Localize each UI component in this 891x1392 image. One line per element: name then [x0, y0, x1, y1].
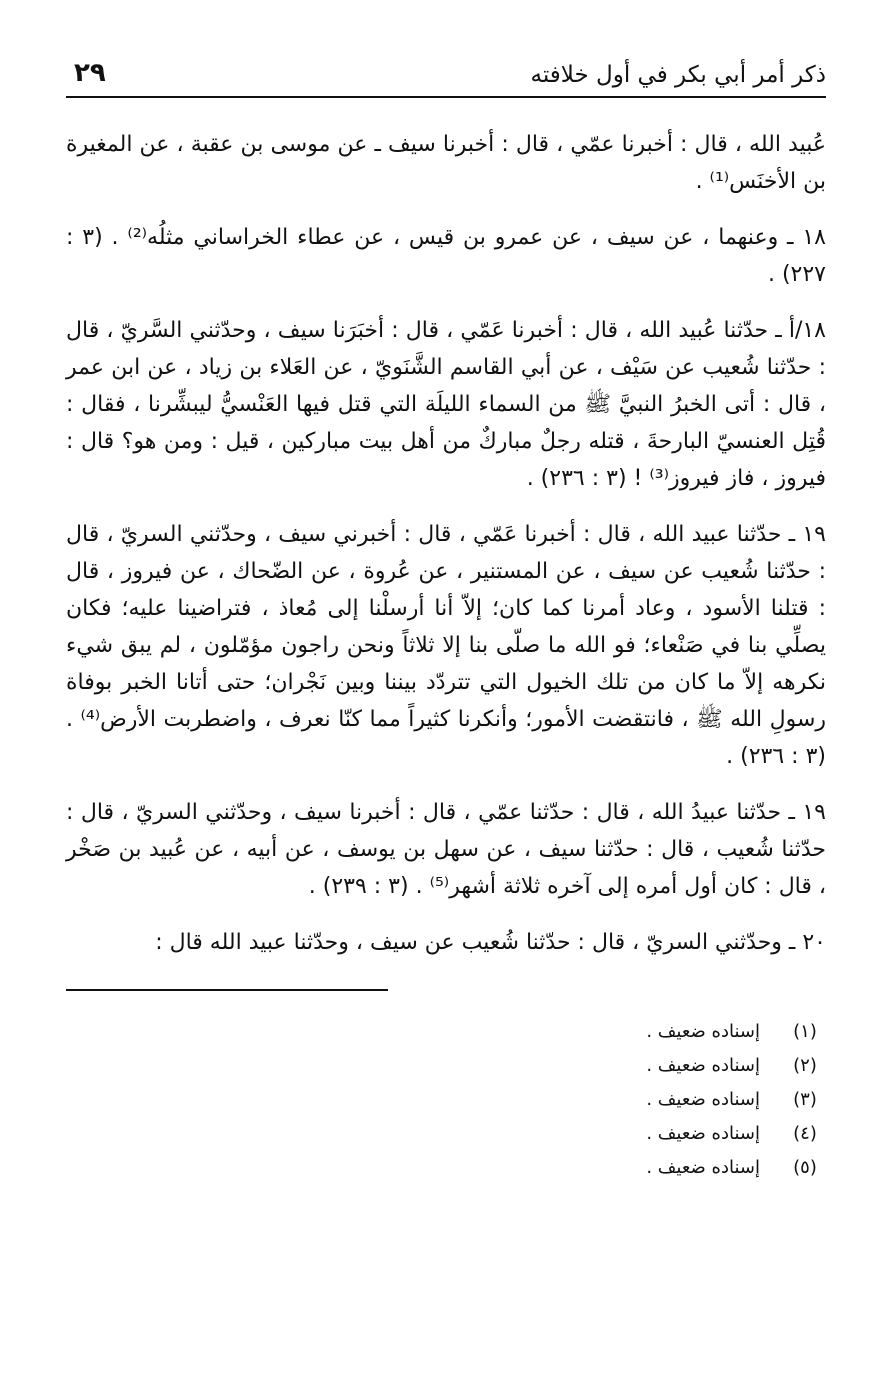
paragraph: ١٩ ـ حدّثنا عبيدُ الله ، قال : حدّثنا عمّي ، قال : أخبرنا سيف ، وحدّثني السريّ ، قال : حدّثنا شُعيب ، قال : حدّثنا سيف ، عن سهل بن يوسف ، عن أبيه ، عن عُبيد بن صَخْر ، قال : كان أول أمره إلى آخره ثلاثة أشهر⁽⁵⁾ . (٣ : ٢٣٩) .	[66, 800, 826, 899]
footnote-text: إسناده ضعيف .	[646, 1089, 760, 1110]
footnote	[66, 1151, 826, 1185]
paragraph: ١٩ ـ حدّثنا عبيد الله ، قال : أخبرنا عَمّي ، قال : أخبرني سيف ، وحدّثني السريّ ، قال : حدّثنا شُعيب عن سيف ، عن المستنير ، عن عُروة ، عن الضّحاك ، عن فيروز ، قال : قتلنا الأسود ، وعاد أمرنا كما كان؛ إلاّ أنا أرسلْنا إلى مُعاذ ، فتراضينا عليه؛ فكان يصلِّي بنا في صَنْعاء؛ فو الله ما صلّى بنا إلا ثلاثاً ونحن راجون مؤمّلون ، لم يبق شيء نكرهه إلاّ ما كان من تلك الخيول التي تتردّد بيننا وبين نَجْران؛ حتى أتانا الخبر بوفاة رسولِ الله ﷺ ، فانتقضت الأمور؛ وأنكرنا كثيراً مما كنّا نعرف ، واضطربت الأرض⁽⁴⁾ . (٣ : ٢٣٦) .	[66, 522, 827, 769]
page-header	[66, 50, 826, 98]
footnote-text: إسناده ضعيف .	[646, 1021, 760, 1042]
footnote-number: (٣)	[793, 1089, 817, 1110]
footnote	[66, 1015, 826, 1049]
footnote-text: إسناده ضعيف .	[646, 1123, 760, 1144]
book-page	[66, 50, 826, 1350]
footnotes	[66, 1015, 826, 1185]
footnote-text: إسناده ضعيف .	[646, 1157, 760, 1178]
footnote-number: (١)	[793, 1021, 817, 1042]
paragraph: ١٨/أ ـ حدّثنا عُبيد الله ، قال : أخبرنا عَمّي ، قال : أخبَرَنا سيف ، وحدّثني السَّريّ ، قال : حدّثنا شُعيب عن سَيْف ، عن أبي القاسم الشَّنَويّ ، عن العَلاء بن زياد ، عن ابن عمر ، قال : أتى الخبرُ النبيَّ ﷺ من السماء الليلَة التي قتل فيها العَنْسيُّ ليبشِّرنا ، فقال : قُتِل العنسيّ البارحةَ ، قتله رجلٌ مباركٌ من أهل بيت مباركين ، قيل : ومن هو؟ قال : فيروز ، فاز فيروز⁽³⁾ ! (٣ : ٢٣٦) .	[66, 318, 826, 491]
footnote	[66, 1049, 826, 1083]
page-number: ٢٩	[74, 58, 106, 88]
running-title: ذكر أمر أبي بكر في أول خلافته	[530, 62, 826, 88]
footnote	[66, 1083, 826, 1117]
footnote-separator	[66, 989, 388, 991]
paragraph: ٢٠ ـ وحدّثني السريّ ، قال : حدّثنا شُعيب عن سيف ، وحدّثنا عبيد الله قال :	[155, 930, 826, 955]
footnote	[66, 1117, 826, 1151]
footnote-number: (٤)	[793, 1123, 817, 1144]
footnote-text: إسناده ضعيف .	[646, 1055, 760, 1076]
footnote-number: (٥)	[793, 1157, 817, 1178]
body-text	[66, 126, 826, 961]
paragraph: ١٨ ـ وعنهما ، عن سيف ، عن عمرو بن قيس ، عن عطاء الخراساني مثلُه⁽²⁾ . (٣ : ٢٢٧) .	[66, 225, 826, 287]
footnote-number: (٢)	[793, 1055, 817, 1076]
paragraph: عُبيد الله ، قال : أخبرنا عمّي ، قال : أخبرنا سيف ـ عن موسى بن عقبة ، عن المغيرة بن الأخنَس⁽¹⁾ .	[66, 132, 826, 194]
